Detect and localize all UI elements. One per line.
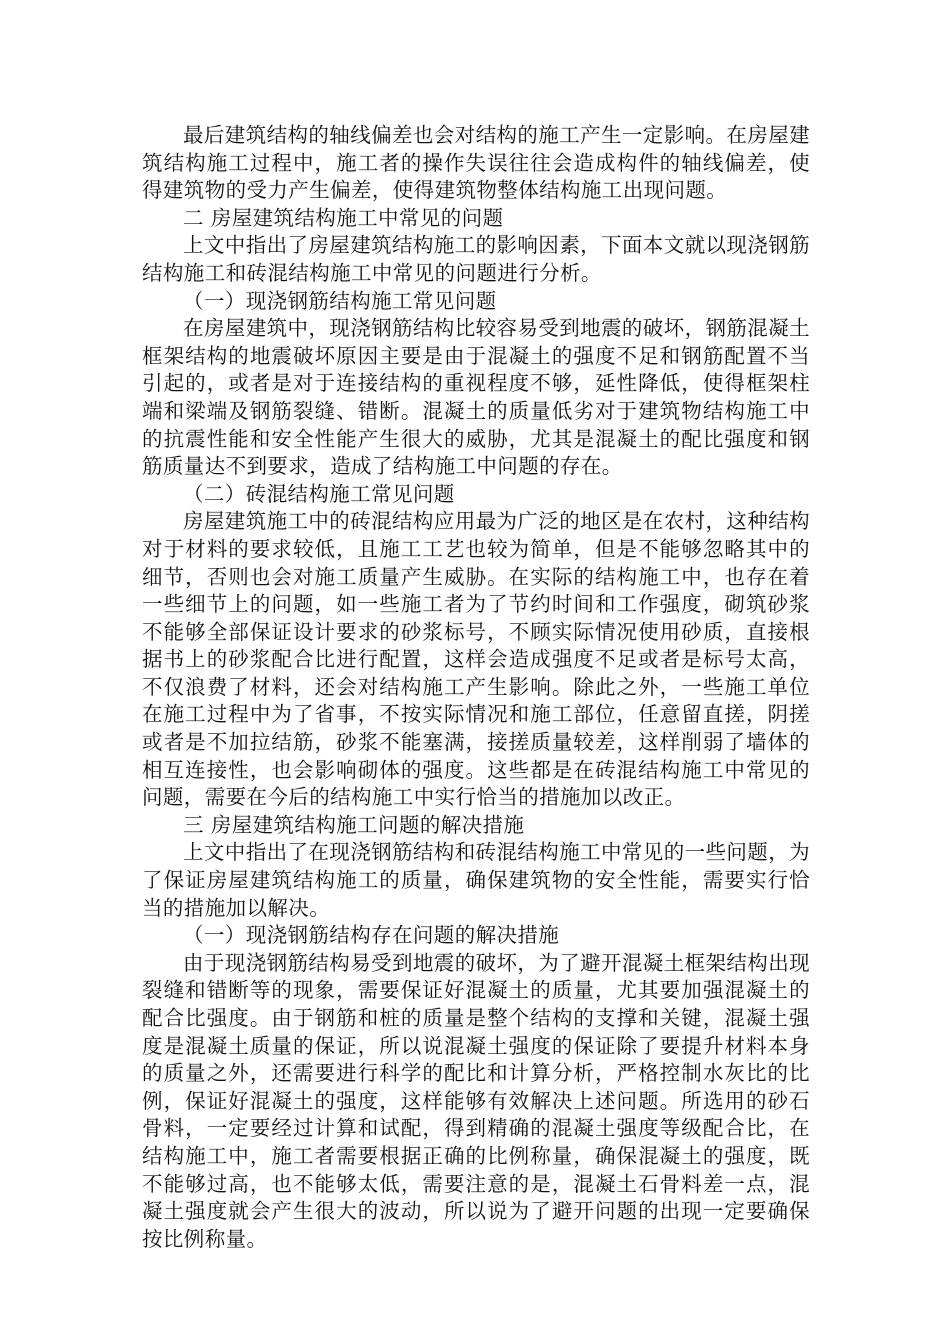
section-heading-common-problems: 二 房屋建筑结构施工中常见的问题 [183,205,504,230]
subheading-cast-in-place-problems: （一）现浇钢筋结构施工常见问题 [183,288,497,313]
subheading-brick-concrete-problems: （二）砖混结构施工常见问题 [183,481,455,506]
paragraph-brick-concrete-problems: 房屋建筑施工中的砖混结构应用最为广泛的地区是在农村，这种结构对于材料的要求较低，且施工工艺也较为简单，但是不能够忽略其中的细节，否则也会对施工质量产生威胁。在实际的结构施工中，也存在着一些细节上的问题，如一些施工者为了节约时间和工作强度，砌筑砂浆不能够全部保证设计要求的砂浆标号，不顾实际情况使用砂质，直接根据书上的砂浆配合比进行配置，这样会造成强度不足或者是标号太高，不仅浪费了材料，还会对结构施工产生影响。除此之外，一些施工单位在施工过程中为了省事，不按实际情况和施工部位，任意留直搓，阴搓或者是不加拉结筋，砂浆不能塞满，接搓质量较差，这样削弱了墙体的相互连接性，也会影响砌体的强度。这些都是在砖混结构施工中常见的问题，需要在今后的结构施工中实行恰当的措施加以改正。 [142,509,810,810]
document-page [142,122,810,1253]
section-heading-solutions: 三 房屋建筑结构施工问题的解决措施 [183,812,525,837]
paragraph-solutions-intro: 上文中指出了在现浇钢筋结构和砖混结构施工中常见的一些问题，为了保证房屋建筑结构施工的质量，确保建筑物的安全性能，需要实行恰当的措施加以解决。 [142,840,810,920]
paragraph-axis-deviation: 最后建筑结构的轴线偏差也会对结构的施工产生一定影响。在房屋建筑结构施工过程中，施工者的操作失误往往会造成构件的轴线偏差，使得建筑物的受力产生偏差，使得建筑物整体结构施工出现问题。 [142,123,810,203]
subheading-cast-in-place-solutions: （一）现浇钢筋结构存在问题的解决措施 [183,923,560,948]
paragraph-problems-intro: 上文中指出了房屋建筑结构施工的影响因素，下面本文就以现浇钢筋结构施工和砖混结构施工中常见的问题进行分析。 [142,233,810,285]
paragraph-cast-in-place-solutions: 由于现浇钢筋结构易受到地震的破坏，为了避开混凝土框架结构出现裂缝和错断等的现象，需要保证好混凝土的质量，尤其要加强混凝土的配合比强度。由于钢筋和桩的质量是整个结构的支撑和关键，混凝土强度是混凝土质量的保证，所以说混凝土强度的保证除了要提升材料本身的质量之外，还需要进行科学的配比和计算分析，严格控制水灰比的比例，保证好混凝土的强度，这样能够有效解决上述问题。所选用的砂石骨料，一定要经过计算和试配，得到精确的混凝土强度等级配合比，在结构施工中，施工者需要根据正确的比例称量，确保混凝土的强度，既不能够过高，也不能够太低，需要注意的是，混凝土石骨料差一点，混凝土强度就会产生很大的波动，所以说为了避开问题的出现一定要确保按比例称量。 [142,950,810,1251]
paragraph-cast-in-place-problems: 在房屋建筑中，现浇钢筋结构比较容易受到地震的破坏，钢筋混凝土框架结构的地震破坏原因主要是由于混凝土的强度不足和钢筋配置不当引起的，或者是对于连接结构的重视程度不够，延性降低，使得框架柱端和梁端及钢筋裂缝、错断。混凝土的质量低劣对于建筑物结构施工中的抗震性能和安全性能产生很大的威胁，尤其是混凝土的配比强度和钢筋质量达不到要求，造成了结构施工中问题的存在。 [142,316,810,479]
